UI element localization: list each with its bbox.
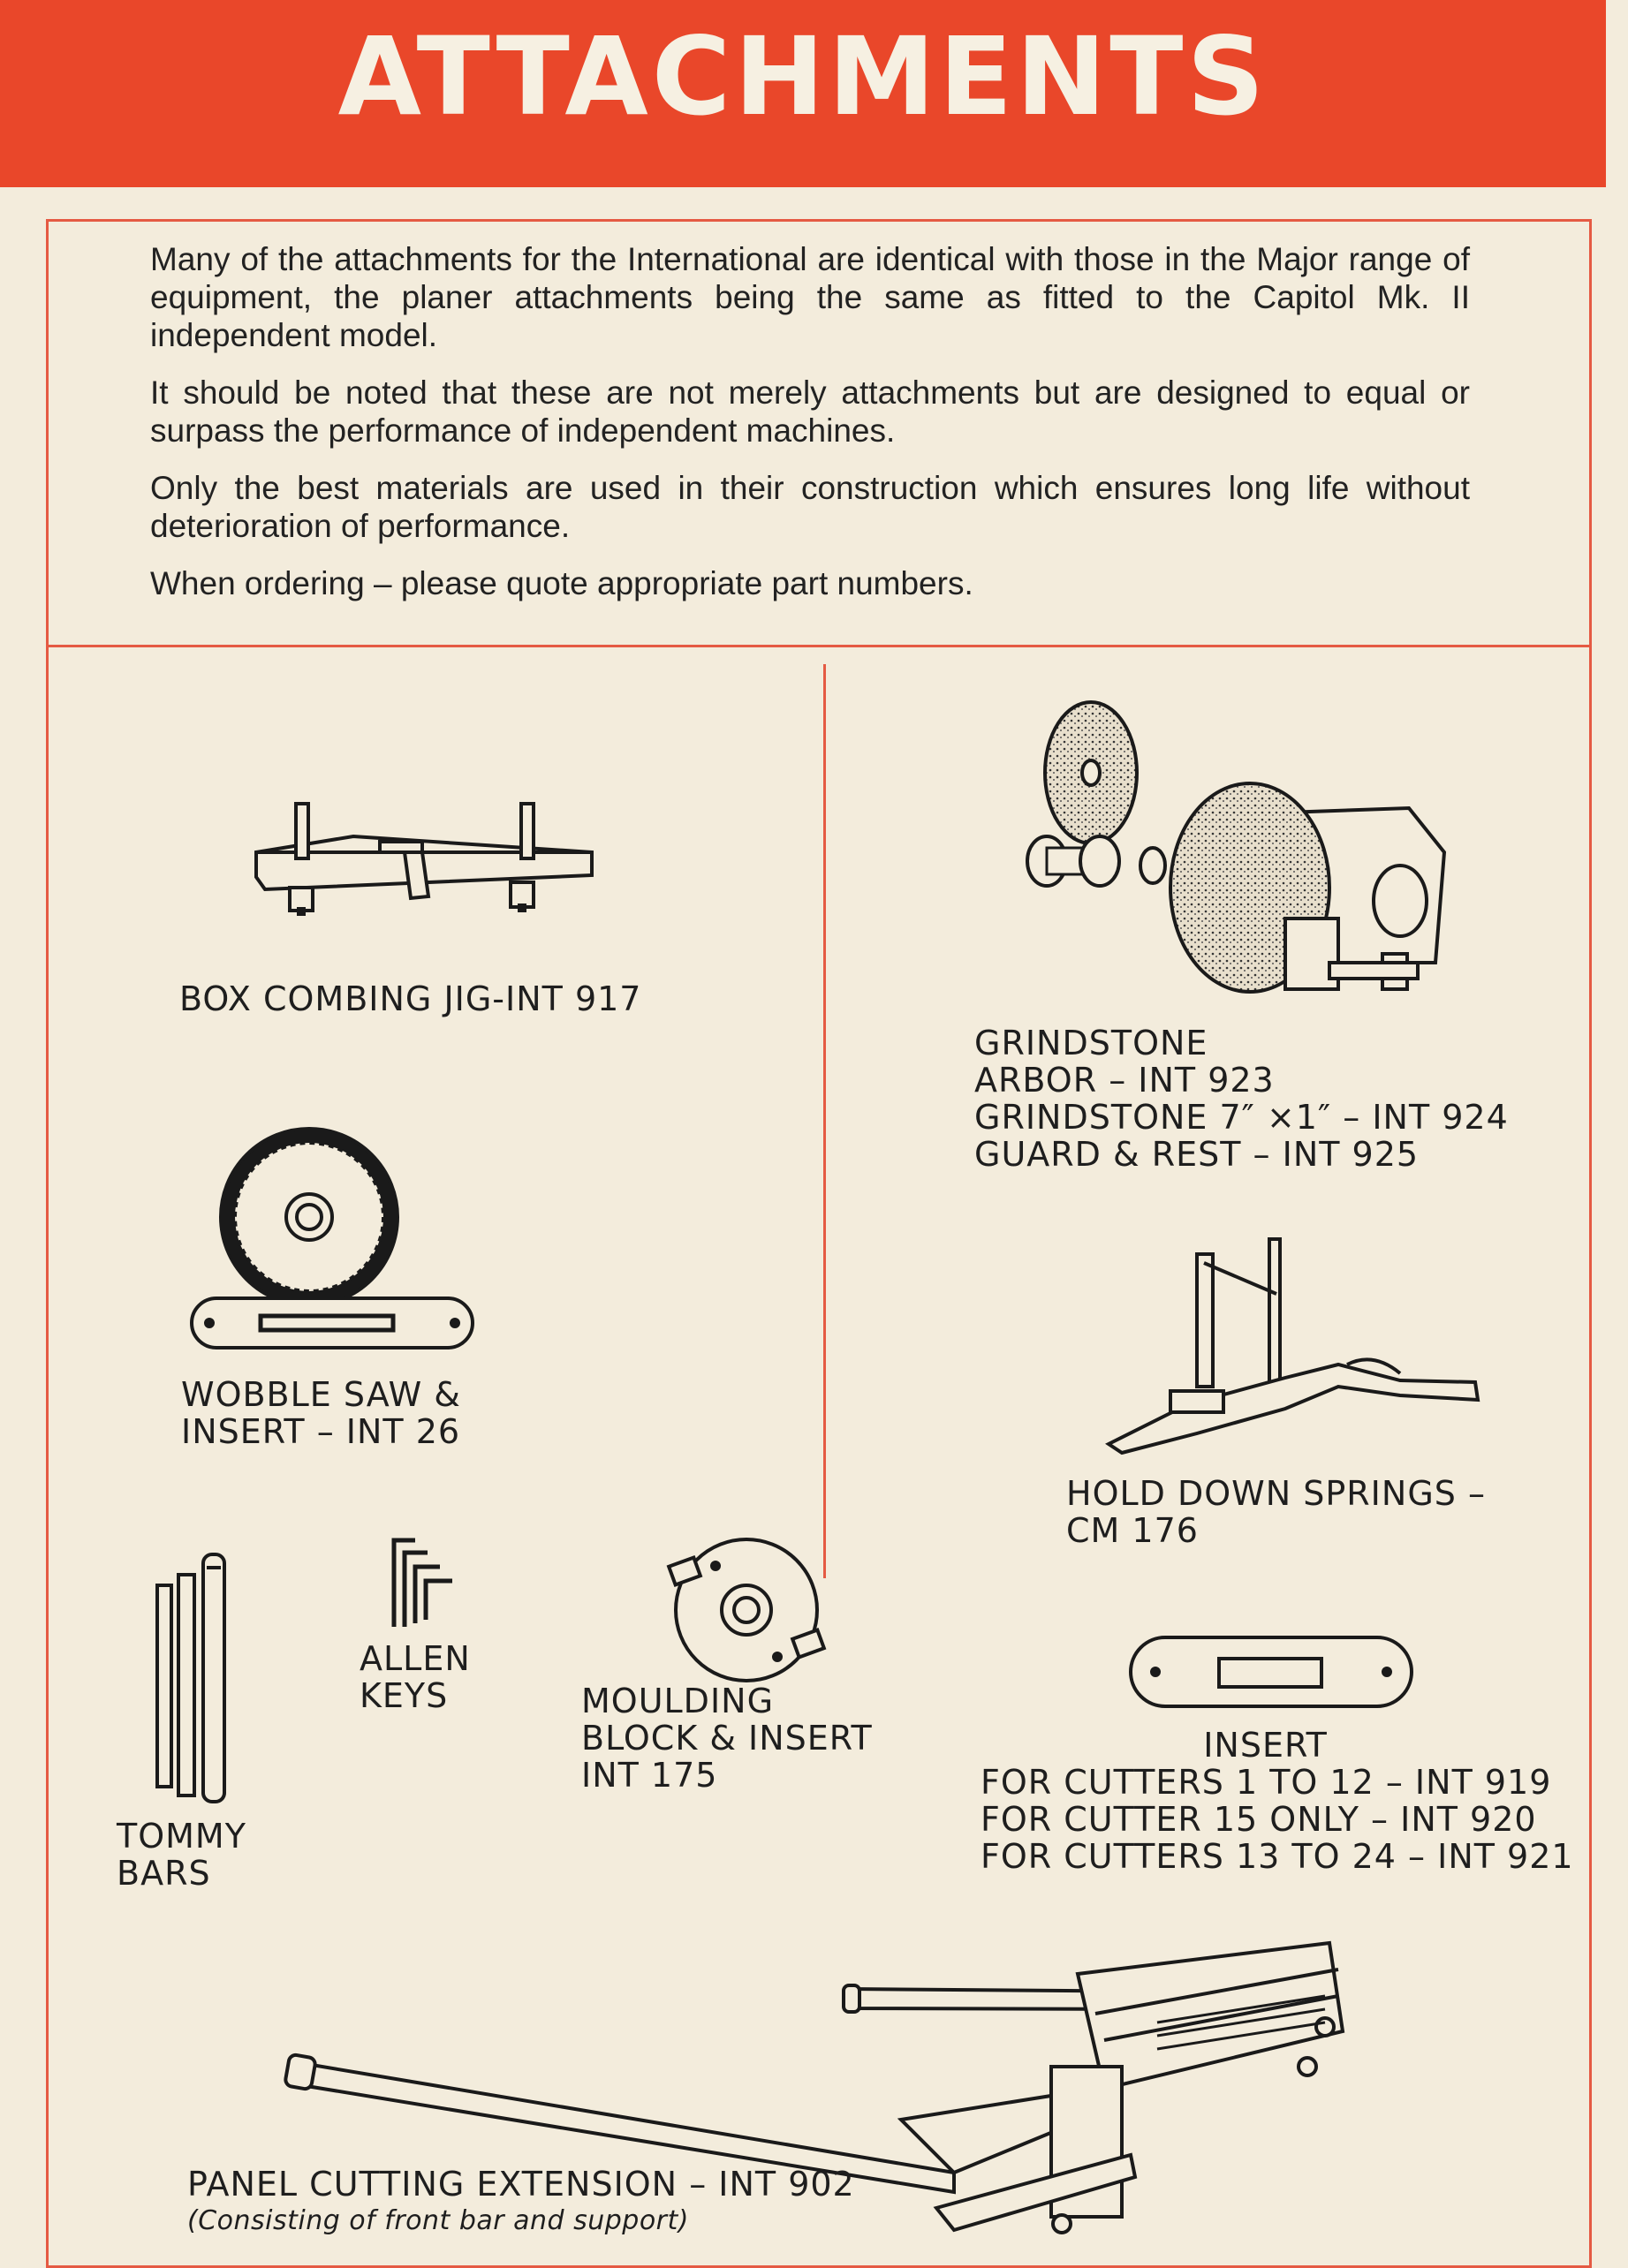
insert-label <box>981 1727 1574 1875</box>
tommy-bars-label <box>117 1818 246 1892</box>
label-line: GRINDSTONE 7″ ×1″ – INT 924 <box>974 1098 1509 1137</box>
moulding-block-illustration <box>663 1535 839 1685</box>
label-line: WOBBLE SAW & <box>181 1375 461 1414</box>
hold-down-springs-label <box>1066 1475 1486 1549</box>
header-banner <box>0 0 1606 187</box>
label-line: TOMMY <box>117 1817 246 1856</box>
allen-keys-illustration <box>389 1535 468 1632</box>
grindstone-label <box>974 1024 1509 1173</box>
label-line: ALLEN <box>360 1639 471 1678</box>
panel-cutting-extension-label <box>187 2166 855 2240</box>
label-line: BARS <box>117 1854 211 1893</box>
label-line: FOR CUTTERS 1 TO 12 – INT 919 <box>981 1763 1552 1802</box>
hold-down-springs-illustration <box>1109 1232 1488 1453</box>
wobble-saw-label <box>181 1376 461 1450</box>
intro-paragraph: It should be noted that these are not merely attachments but are designed to equal or surpass the performance of independent machines. <box>150 374 1470 449</box>
intro-paragraph: Many of the attachments for the International are identical with those in the Major range of equipment, the planer attachments being the same as fitted to the Capitol Mk. II independent model. <box>150 241 1470 353</box>
intro-text <box>150 240 1470 622</box>
label-line: GRINDSTONE <box>974 1024 1208 1062</box>
label-line: KEYS <box>360 1676 449 1715</box>
label-line: INSERT – INT 26 <box>181 1412 461 1451</box>
label-line: GUARD & REST – INT 925 <box>974 1135 1420 1174</box>
label-line: CM 176 <box>1066 1511 1199 1550</box>
grindstone-illustration <box>1020 698 1453 1033</box>
box-combing-jig-label <box>179 980 641 1017</box>
label-line: HOLD DOWN SPRINGS – <box>1066 1474 1486 1513</box>
allen-keys-label <box>360 1640 471 1714</box>
label-line: BLOCK & INSERT <box>581 1719 873 1758</box>
label-line: FOR CUTTERS 13 TO 24 – INT 921 <box>981 1837 1574 1876</box>
label-line: BOX COMBING JIG-INT 917 <box>179 979 642 1018</box>
label-line: ARBOR – INT 923 <box>974 1061 1275 1100</box>
page-title: ATTACHMENTS <box>337 14 1268 140</box>
intro-paragraph: Only the best materials are used in their construction which ensures long life without deterioration of performance. <box>150 470 1470 544</box>
wobble-saw-illustration <box>190 1120 481 1349</box>
label-line: FOR CUTTER 15 ONLY – INT 920 <box>981 1800 1537 1839</box>
page-edge <box>1606 0 1628 2251</box>
label-line: PANEL CUTTING EXTENSION – INT 902 <box>187 2165 855 2204</box>
tommy-bars-illustration <box>150 1550 234 1806</box>
label-line: INT 175 <box>581 1756 718 1795</box>
intro-paragraph: When ordering – please quote appropriate part numbers. <box>150 565 973 601</box>
divider-vertical <box>823 664 826 1578</box>
label-note: (Consisting of front bar and support) <box>187 2205 689 2236</box>
moulding-block-label <box>581 1682 873 1794</box>
label-line: MOULDING <box>581 1682 775 1720</box>
label-line: INSERT <box>1203 1726 1328 1765</box>
divider-horizontal <box>49 645 1590 647</box>
insert-illustration <box>1129 1632 1416 1712</box>
box-combing-jig-illustration <box>247 790 601 967</box>
